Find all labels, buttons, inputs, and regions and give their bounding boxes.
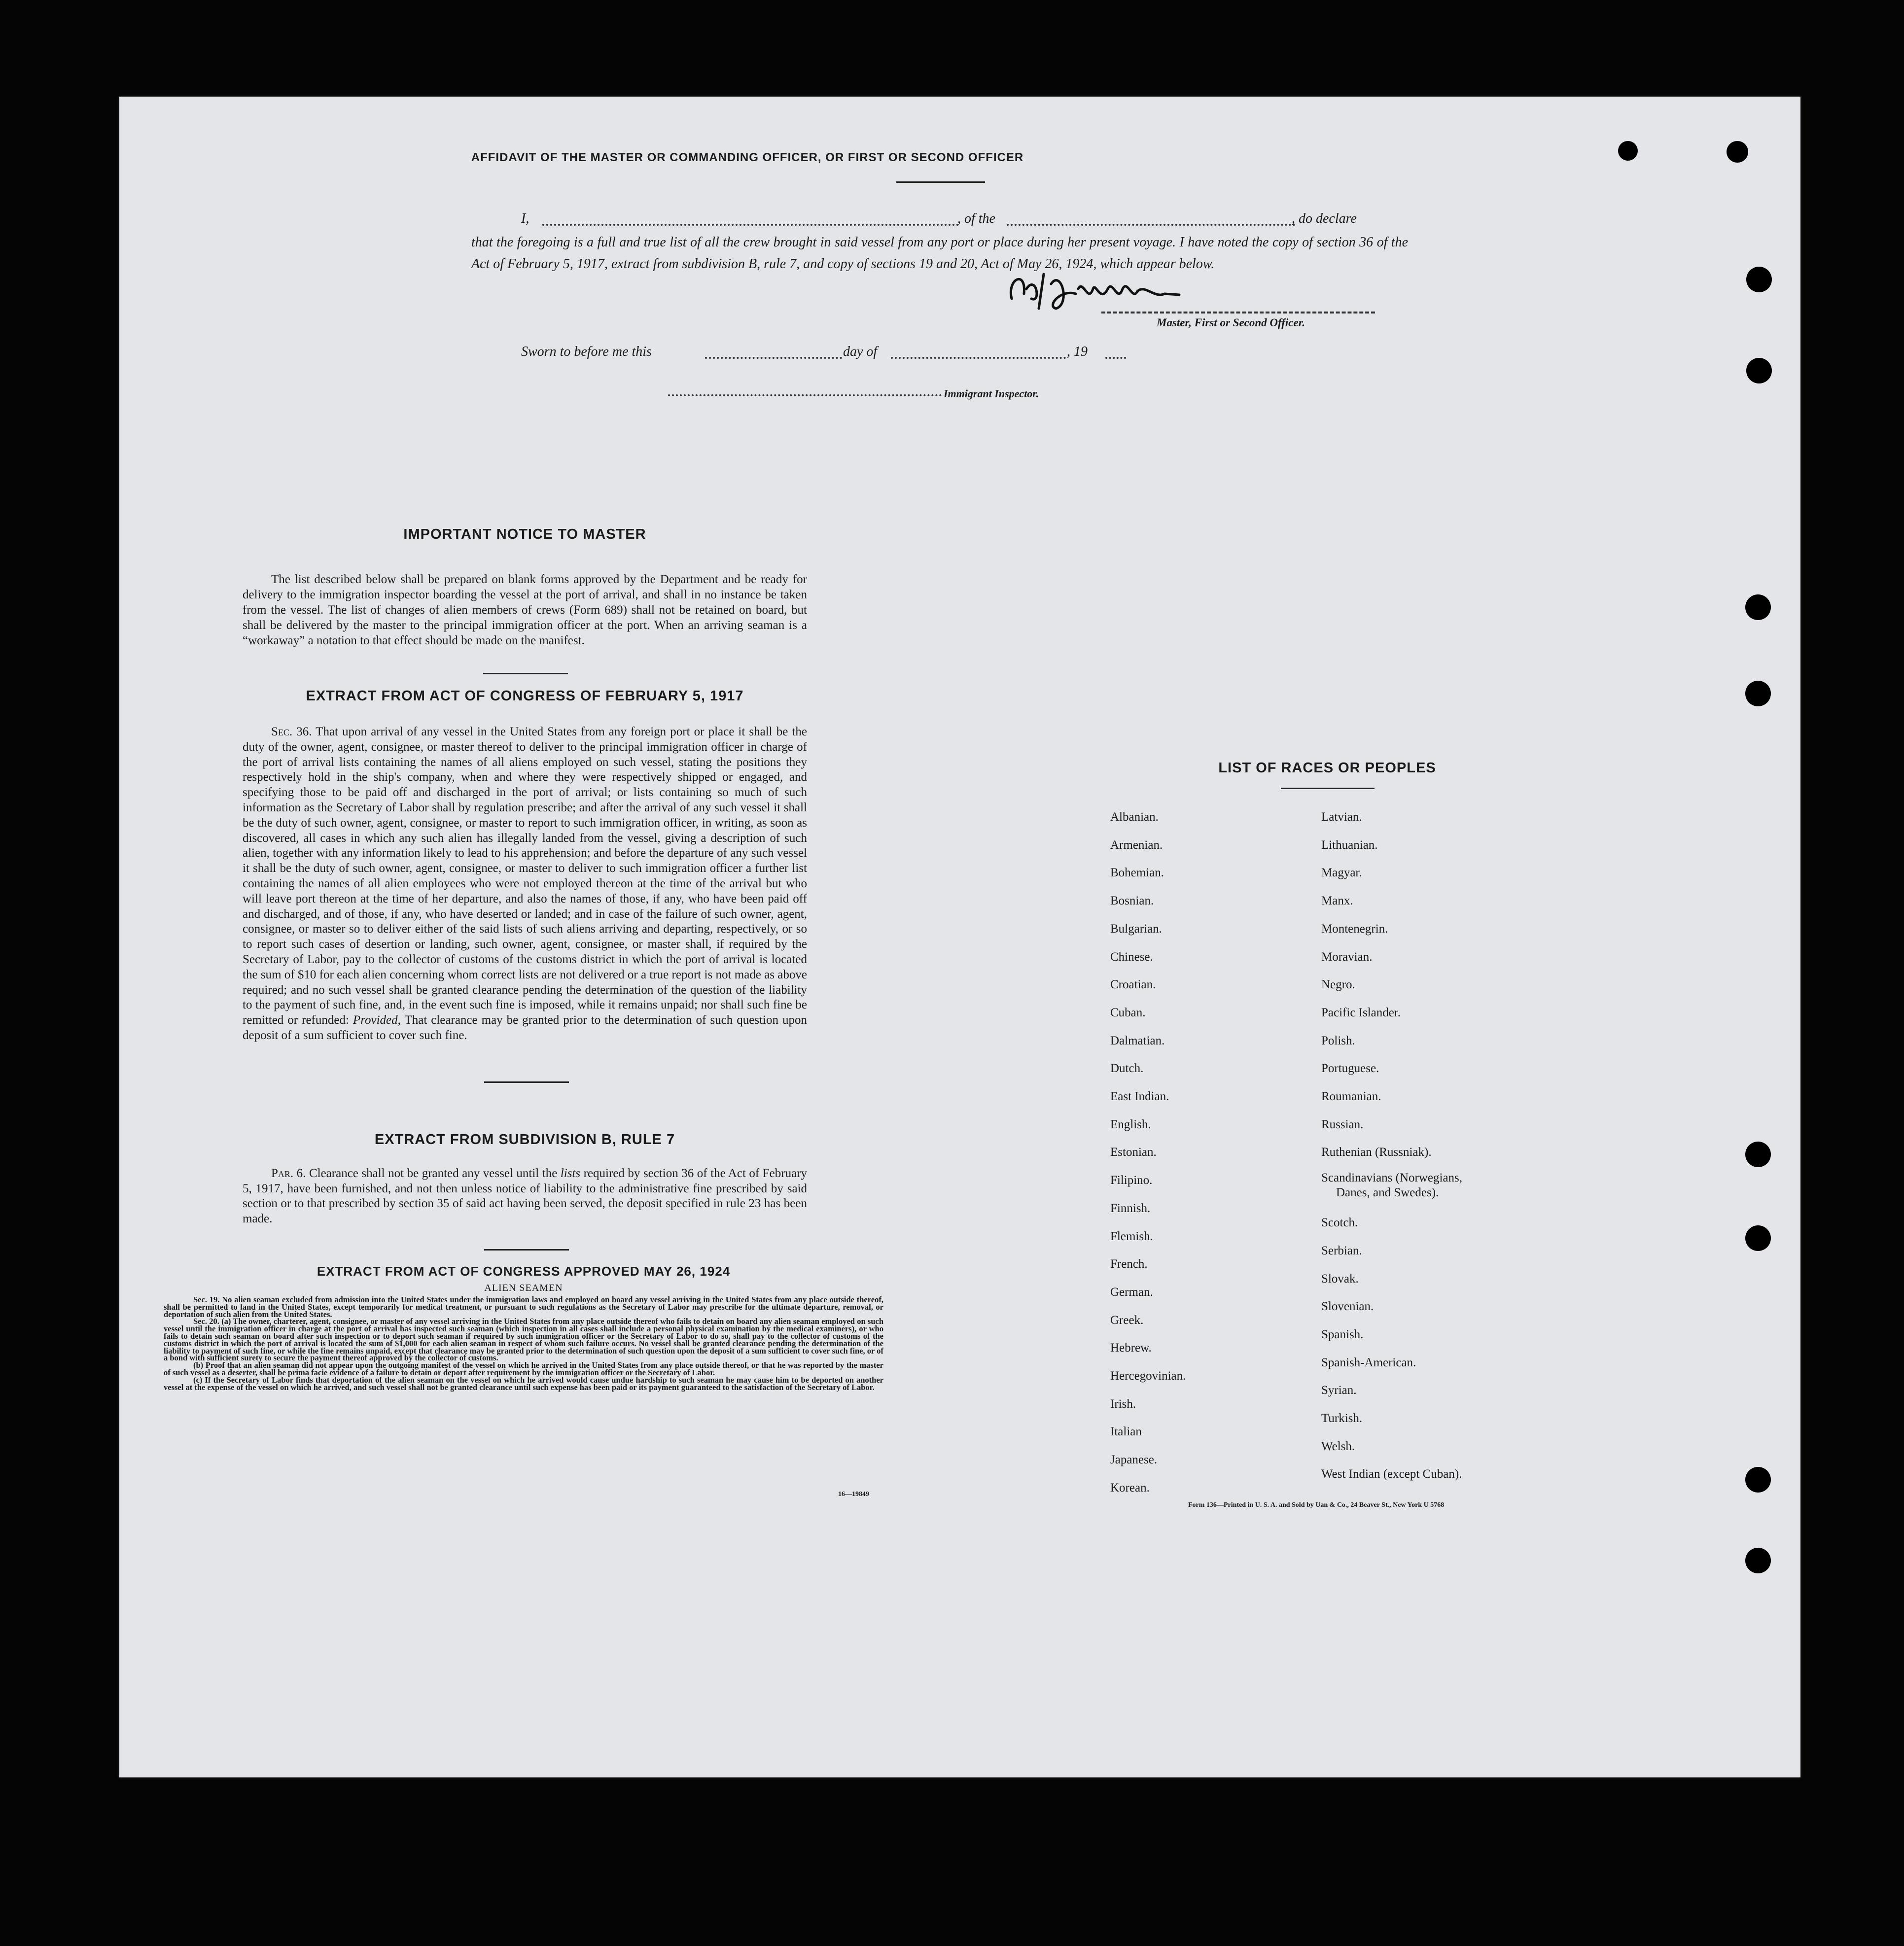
month-blank <box>891 357 1066 359</box>
race-item: Welsh. <box>1321 1439 1355 1453</box>
year-blank <box>1105 357 1126 359</box>
act-1924-sec20b: (b) Proof that an alien seaman did not appear upon the outgoing manifest of the vessel on which he arrived in the United States from any place outside thereof, or that he was reported by the master of such vessel as a deserter, shall be prima facie evidence of a failure to detain or deport after requirement by the immigration officer or the Secretary of Labor. <box>164 1360 883 1377</box>
race-item: Chinese. <box>1110 950 1153 964</box>
race-item: Slovak. <box>1321 1272 1359 1286</box>
act-1917-body: Sec. 36. That upon arrival of any vessel in the United States from any foreign port or place it shall be the duty of the owner, agent, consignee, or master thereof to deliver to the principal immigration officer in charge of the port of arrival lists containing the names of all aliens employed on such vessel, stating the positions they respectively hold in the ship's company, when and where they were respectively shipped or engaged, and specifying those to be paid off and discharged in the port of arrival; or lists containing so much of such information as the Secretary of Labor shall by regulation prescribe; and after the arrival of any such vessel it shall be the duty of such owner, agent, consignee, or master to report to such immigration officer, in writing, as soon as discovered, all cases in which any such alien has illegally landed from the vessel, giving a description of such alien, together with any information likely to lead to his apprehension; and before the departure of any such vessel it shall be the duty of such owner, agent, consignee, or master to deliver to such immigration officer a further list containing the names of all alien employees who were not employed thereon at the time of the arrival but who will leave port thereon at the time of her departure, and also the names of those, if any, who have been paid off and discharged, and of those, if any, who have deserted or landed; and in case of the failure of such owner, agent, consignee, or master so to deliver either of the said lists of such aliens arriving and departing, respectively, or so to report such cases of desertion or landing, such owner, agent, consignee, or master shall, if required by the Secretary of Labor, pay to the collector of customs of the customs district in which the port of arrival is located the sum of $10 for each alien concerning whom correct lists are not delivered or a true report is not made as above required; and no such vessel shall be granted clearance pending the determination of the question of the liability to the payment of such fine, and, in the event such fine is imposed, while it remains unpaid; nor shall such fine be remitted or refunded: Provided, That clearance may be granted prior to the determination of such question upon deposit of a sum sufficient to cover such fine. <box>243 725 807 1042</box>
race-item: Filipino. <box>1110 1174 1153 1187</box>
race-item: West Indian (except Cuban). <box>1321 1467 1462 1481</box>
race-item: Japanese. <box>1110 1453 1158 1467</box>
race-item: Irish. <box>1110 1397 1136 1411</box>
signature-line <box>1101 312 1375 313</box>
form-sheet <box>119 97 1800 1777</box>
divider <box>484 1081 569 1083</box>
divider <box>896 181 985 183</box>
race-item: Negro. <box>1321 978 1355 992</box>
race-item: Scotch. <box>1321 1216 1358 1230</box>
punch-hole <box>1745 681 1771 706</box>
name-blank <box>542 224 959 226</box>
race-item: Armenian. <box>1110 838 1163 852</box>
day-blank <box>705 357 842 359</box>
race-item: Manx. <box>1321 894 1353 908</box>
affidavit-of-the: , of the <box>957 211 995 226</box>
notice-title: IMPORTANT NOTICE TO MASTER <box>403 526 646 542</box>
race-item: Russian. <box>1321 1117 1364 1131</box>
punch-hole <box>1745 1467 1771 1493</box>
race-item: Scandinavians (Norwegians, <box>1321 1171 1463 1185</box>
act-1924-title: EXTRACT FROM ACT OF CONGRESS APPROVED MAY 26, 1924 <box>317 1264 731 1279</box>
rule-7-title: EXTRACT FROM SUBDIVISION B, RULE 7 <box>374 1132 675 1147</box>
race-item: Latvian. <box>1321 810 1362 824</box>
race-item: Ruthenian (Russniak). <box>1321 1146 1432 1159</box>
race-item: Magyar. <box>1321 866 1362 880</box>
race-item: Finnish. <box>1110 1201 1151 1215</box>
race-item: Montenegrin. <box>1321 922 1388 936</box>
punch-hole <box>1745 594 1771 620</box>
punch-hole <box>1618 141 1638 161</box>
race-item: Portuguese. <box>1321 1062 1379 1076</box>
races-right-column <box>1321 803 1462 1489</box>
race-item: Roumanian. <box>1321 1090 1381 1104</box>
punch-hole <box>1745 1225 1771 1251</box>
race-item: Hercegovinian. <box>1110 1369 1186 1383</box>
sworn-year: , 19 <box>1067 344 1088 359</box>
race-item: Greek. <box>1110 1313 1144 1327</box>
act-1924-sec20a: Sec. 20. (a) The owner, charterer, agent, consignee, or master of any vessel arriving in the United States from any place outside thereof who fails to detain on board any alien seaman employed on such vessel until the immigration officer in charge at the port of arrival has inspected such seaman (which inspection in all cases shall include a personal physical examination by the medical examiners), or who fails to detain such seaman on board after such inspection or to deport such seaman if required by such immigration officer or the Secretary of Labor to do so, shall pay to the collector of customs of the customs district in which the port of arrival is located the sum of $1,000 for each alien seaman in respect of whom such failure occurs. No vessel shall be granted clearance pending the determination of the liability to payment of such fine, or while the fine remains unpaid, except that clearance may be granted prior to the determination of such question upon the deposit of a sum sufficient to cover such fine, or of a bond with sufficient surety to secure the payment thereof approved by the collector of customs. <box>164 1317 883 1363</box>
race-item: East Indian. <box>1110 1090 1169 1104</box>
signature <box>997 259 1229 318</box>
punch-hole <box>1727 141 1748 163</box>
punch-hole <box>1746 267 1772 292</box>
inspector-caption: Immigrant Inspector. <box>944 387 1039 400</box>
affidavit-pronoun: I, <box>521 211 529 226</box>
race-item: Cuban. <box>1110 1006 1146 1019</box>
act-1924-body <box>164 1296 883 1391</box>
sworn-prefix: Sworn to before me this <box>521 344 652 359</box>
signature-caption: Master, First or Second Officer. <box>1157 316 1305 329</box>
race-item: Slovenian. <box>1321 1300 1374 1314</box>
race-item: Bohemian. <box>1110 866 1164 880</box>
notice-body: The list described below shall be prepared on blank forms approved by the Department and be ready for delivery to the immigration inspector boarding the vessel at the port of arrival, and shall in no instance be taken from the vessel. The list of changes of alien members of crews (Form 689) shall not be retained on board, but shall be delivered by the master to the principal immigration officer at the port. When an arriving seaman is a “workaway” a notation to that effect should be made on the manifest. <box>243 573 807 647</box>
affidavit-title: AFFIDAVIT OF THE MASTER OR COMMANDING OFFICER, OR FIRST OR SECOND OFFICER <box>471 151 1024 164</box>
form-number: 16—19849 <box>838 1491 869 1498</box>
act-1924-sec20c: (c) If the Secretary of Labor finds that deportation of the alien seaman on the vessel on which he arrived would cause undue hardship to such seaman he may cause him to be deported on another vessel at the expense of the vessel on which he arrived, and such vessel shall not be granted clearance until such expense has been paid or its payment guaranteed to the satisfaction of the Secretary of Labor. <box>164 1375 883 1392</box>
punch-hole <box>1745 1142 1771 1167</box>
race-item: Flemish. <box>1110 1229 1153 1243</box>
rule-7-body: Par. 6. Clearance shall not be granted any vessel until the lists required by section 36 of the Act of February 5, 1917, have been furnished, and not then unless notice of liability to the administrative fine prescribed by said section or to that prescribed by section 35 of said act having been served, the deposit specified in rule 23 has been made. <box>243 1167 807 1225</box>
sworn-day: day of <box>843 344 878 359</box>
race-item: Italian <box>1110 1425 1142 1439</box>
race-item: Albanian. <box>1110 810 1159 824</box>
race-item: Croatian. <box>1110 978 1156 992</box>
race-item: Bulgarian. <box>1110 922 1162 936</box>
race-item: Korean. <box>1110 1481 1150 1494</box>
printer-footer: Form 136—Printed in U. S. A. and Sold by Uan & Co., 24 Beaver St., New York U 5768 <box>1188 1501 1445 1509</box>
races-left-column <box>1110 803 1186 1502</box>
vessel-blank <box>1007 224 1295 226</box>
race-item: Dalmatian. <box>1110 1034 1165 1047</box>
race-item: Turkish. <box>1321 1412 1363 1425</box>
race-item: Pacific Islander. <box>1321 1006 1401 1019</box>
divider <box>1281 788 1375 789</box>
race-item: Lithuanian. <box>1321 838 1378 852</box>
race-item: Polish. <box>1321 1034 1355 1047</box>
race-item: English. <box>1110 1117 1151 1131</box>
divider <box>484 1249 569 1251</box>
inspector-blank <box>668 394 942 396</box>
affidavit-body: that the foregoing is a full and true list of all the crew brought in said vessel from any port or place during her present voyage. I have noted the copy of section 36 of the Act of February 5, 1917, extract from subdivision B, rule 7, and copy of sections 19 and 20, Act of May 26, 1924, which appear below. <box>471 235 1408 272</box>
race-item: Syrian. <box>1321 1384 1357 1397</box>
race-item: Danes, and Swedes). <box>1336 1186 1439 1200</box>
race-item: Spanish. <box>1321 1327 1364 1341</box>
act-1917-title: EXTRACT FROM ACT OF CONGRESS OF FEBRUARY 5, 1917 <box>306 688 744 704</box>
race-item: French. <box>1110 1257 1148 1271</box>
affidavit-do-declare: , do declare <box>1292 211 1357 226</box>
race-item: Moravian. <box>1321 950 1373 964</box>
race-item: Estonian. <box>1110 1146 1157 1159</box>
race-item: Dutch. <box>1110 1062 1144 1076</box>
race-item: Bosnian. <box>1110 894 1154 908</box>
races-title: LIST OF RACES OR PEOPLES <box>1218 760 1436 776</box>
race-item: German. <box>1110 1285 1153 1299</box>
race-item: Serbian. <box>1321 1244 1362 1257</box>
act-1924-subtitle: ALIEN SEAMEN <box>484 1283 563 1293</box>
divider <box>483 673 568 674</box>
punch-hole <box>1745 1548 1771 1573</box>
punch-hole <box>1746 358 1772 383</box>
act-1924-sec19: Sec. 19. No alien seaman excluded from admission into the United States under the immigration laws and employed on board any vessel arriving in the United States from any place outside thereof, shall be permitted to land in the United States, except temporarily for medical treatment, or pursuant to such regulations as the Secretary of Labor may prescribe for the ultimate departure, removal, or deportation of such alien from the United States. <box>164 1295 883 1319</box>
race-item: Spanish-American. <box>1321 1355 1416 1369</box>
race-item: Hebrew. <box>1110 1341 1152 1355</box>
